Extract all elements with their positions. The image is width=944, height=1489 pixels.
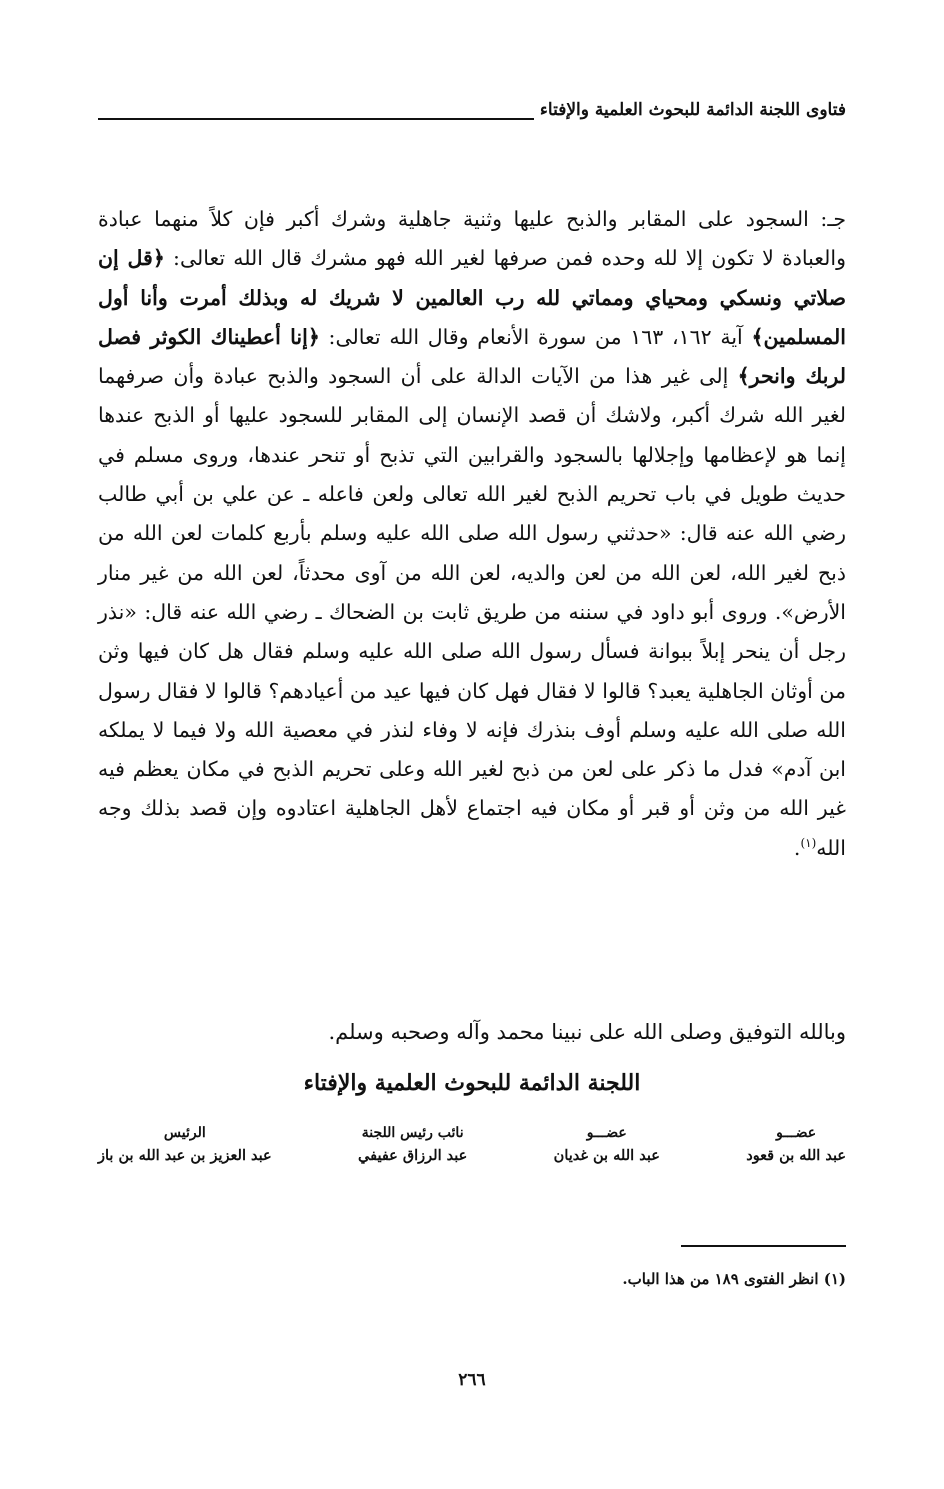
- signature-member-2: [554, 1125, 660, 1164]
- signature-role: نائب رئيس اللجنة: [361, 1125, 464, 1141]
- signature-name: عبد الله بن قعود: [746, 1147, 846, 1164]
- running-header: [98, 88, 846, 120]
- signature-name: عبد الله بن غديان: [553, 1147, 660, 1164]
- page-number: ٢٦٦: [458, 1370, 486, 1390]
- committee-name: اللجنة الدائمة للبحوث العلمية والإفتاء: [303, 1070, 641, 1096]
- answer-paragraph: [98, 200, 846, 868]
- answer-text-part-2: آية ١٦٢، ١٦٣ من سورة الأنعام وقال الله تعالى:: [319, 324, 752, 349]
- signature-member-1: [746, 1125, 846, 1164]
- quran-verse-anam: ﴿قل إن صلاتي ونسكي ومحياي ومماتي لله رب العالمين لا شريك له وبذلك أمرت وأنا أول المسلمين﴾: [98, 246, 846, 349]
- signature-role: عضـــو: [776, 1125, 817, 1141]
- signature-vice-chairman: [358, 1125, 467, 1164]
- footnote: (١) انظر الفتوى ١٨٩ من هذا الباب.: [622, 1270, 846, 1288]
- footnote-divider: [681, 1245, 846, 1247]
- signature-name: عبد الرزاق عفيفي: [358, 1147, 468, 1164]
- signature-block: [98, 1125, 846, 1164]
- signature-role: الرئيس: [163, 1125, 206, 1141]
- footnote-marker: (١): [800, 835, 817, 850]
- quran-verse-kawthar: ﴿إنا أعطيناك الكوثر فصل لربك وانحر﴾: [98, 324, 846, 389]
- answer-text-part-1: جـ: السجود على المقابر والذبح عليها وثنية جاهلية وشرك أكبر فإن كلاً منهما عبادة والعبادة لا تكون إلا لله وحده فمن صرفها لغير الله فهو مشرك قال الله تعالى:: [98, 207, 846, 271]
- fatwa-answer: [98, 200, 846, 868]
- signature-name: عبد العزيز بن عبد الله بن باز: [98, 1147, 272, 1164]
- running-title: فتاوى اللجنة الدائمة للبحوث العلمية والإفتاء: [534, 100, 846, 120]
- answer-end-punctuation: .: [793, 835, 801, 860]
- signature-chairman: [98, 1125, 272, 1164]
- signature-role: عضـــو: [586, 1125, 627, 1141]
- answer-text-part-3: إلى غير هذا من الآيات الدالة على أن السجود والذبح عبادة وأن صرفهما لغير الله شرك أكبر، ولاشك أن قصد الإنسان إلى المقابر للسجود عليها أو الذبح عندها إنما هو لإعظامها وإجلالها بالسجود والقرابين التي تذبح أو تنحر عندها، وروى مسلم في حديث طويل في باب تحريم الذبح لغير الله تعالى ولعن فاعله ـ عن علي بن أبي طالب رضي الله عنه قال: «حدثني رسول الله صلى الله عليه وسلم بأربع كلمات لعن الله من ذبح لغير الله، لعن الله من لعن والديه، لعن الله من آوى محدثاً، لعن الله من غير منار الأرض». وروى أبو داود في سننه من طريق ثابت بن الضحاك ـ رضي الله عنه قال: «نذر رجل أن ينحر إبلاً ببوانة فسأل رسول الله صلى الله عليه وسلم فقال هل كان فيها وثن من أوثان الجاهلية يعبد؟ قالوا لا فقال فهل كان فيها عيد من أعيادهم؟ قالوا لا فقال رسول الله صلى الله عليه وسلم أوف بنذرك فإنه لا وفاء لنذر في معصية الله ولا فيما لا يملكه ابن آدم» فدل ما ذكر على لعن من ذبح لغير الله وعلى تحريم الذبح في مكان يعظم فيه غير الله من وثن أو قبر أو مكان فيه اجتماع لأهل الجاهلية اعتادوه وإن قصد بذلك وجه الله: [98, 364, 846, 860]
- closing-line: وبالله التوفيق وصلى الله على نبينا محمد وآله وصحبه وسلم.: [328, 1020, 846, 1044]
